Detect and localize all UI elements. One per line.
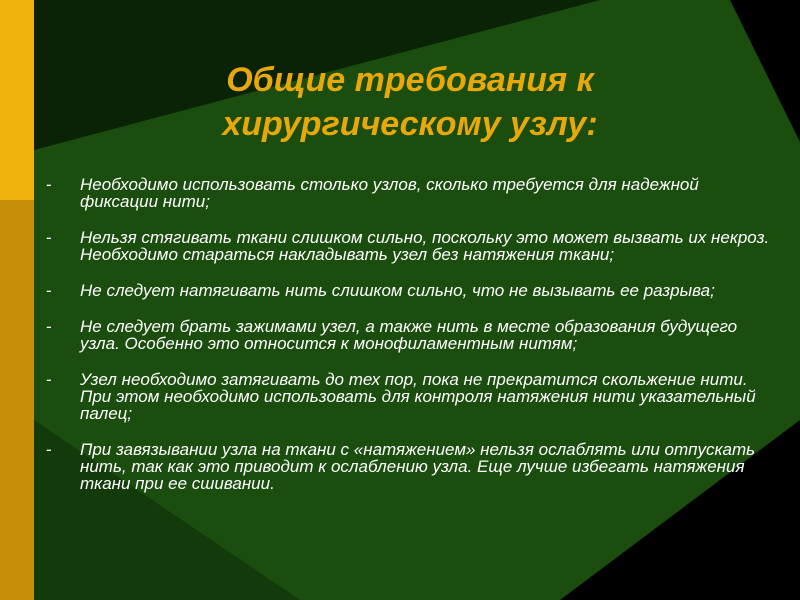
bullet-item	[46, 282, 776, 299]
bullet-marker: -	[46, 281, 52, 300]
bullet-item	[46, 176, 776, 210]
bullet-item	[46, 229, 776, 263]
slide-title	[140, 58, 680, 146]
bullet-marker: -	[46, 175, 52, 194]
title-line-2: хирургическому узлу:	[222, 105, 598, 143]
bullet-text: При завязывании узла на ткани с «натяжением» нельзя ослаблять или отпускать нить, так как это приводит к ослаблению узла. Еще лучше избегать натяжения ткани при ее сшивании.	[80, 440, 756, 493]
stripe-dark	[0, 200, 34, 600]
bullet-text: Не следует брать зажимами узел, а также нить в месте образования будущего узла. Особенно это относится к монофиламентным нитям;	[80, 317, 738, 353]
title-line-1: Общие требования к	[226, 61, 594, 99]
bullet-text: Необходимо использовать столько узлов, сколько требуется для надежной фиксации нити;	[80, 175, 699, 211]
bullet-item	[46, 318, 776, 352]
bullet-marker: -	[46, 317, 52, 336]
bullet-list	[46, 176, 776, 511]
bullet-marker: -	[46, 370, 52, 389]
bullet-text: Нельзя стягивать ткани слишком сильно, поскольку это может вызвать их некроз. Необходимо стараться накладывать узел без натяжения ткани;	[80, 228, 770, 264]
stripe-light	[0, 0, 34, 200]
bullet-text: Узел необходимо затягивать до тех пор, пока не прекратится скольжение нити. При этом необходимо использовать для контроля натяжения нити указательный палец;	[80, 370, 756, 423]
bullet-item	[46, 441, 776, 492]
bullet-marker: -	[46, 228, 52, 247]
bullet-text: Не следует натягивать нить слишком сильно, что не вызывать ее разрыва;	[80, 281, 715, 300]
bullet-item	[46, 371, 776, 422]
bullet-marker: -	[46, 440, 52, 459]
